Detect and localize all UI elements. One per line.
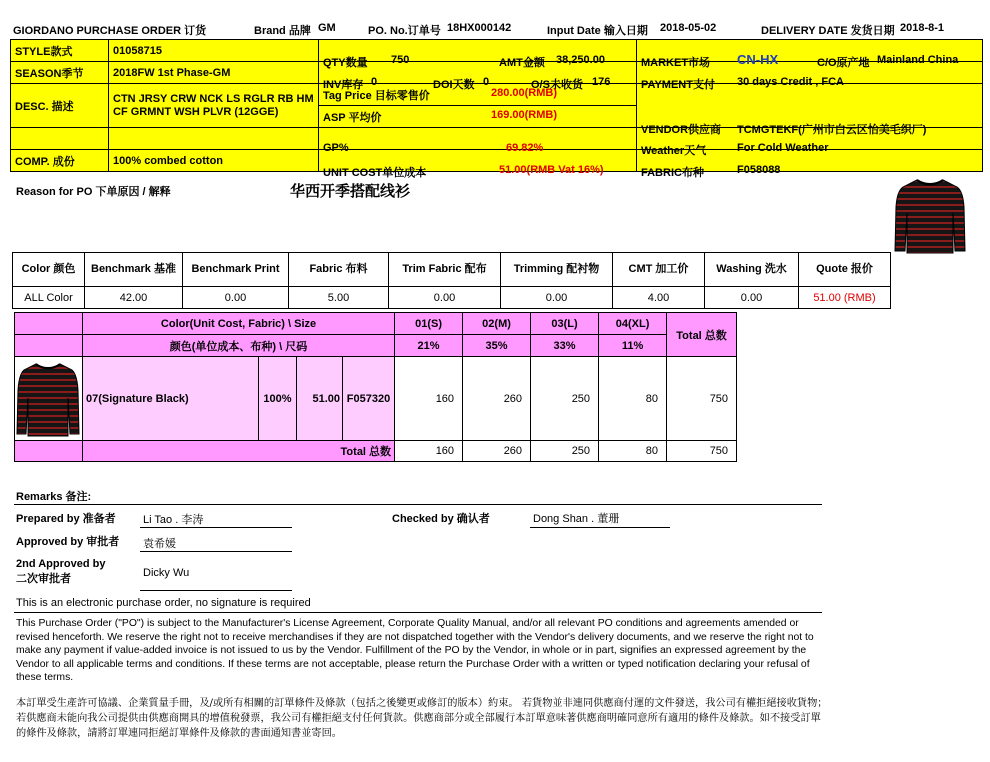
inv-label: INV库存 [323,78,364,91]
payment-label: PAYMENT支付 [641,78,715,91]
vendor-label: VENDOR供应商 [641,123,722,136]
origin-label: C/O原产地 [817,56,870,69]
tag-price-value: 280.00(RMB) [491,87,558,99]
po-info-grid [10,39,983,179]
electronic-note: This is an electronic purchase order, no signature is required [16,597,311,609]
row-fabric: F057320 [343,357,395,441]
comp-label: COMP. 成份 [11,150,109,172]
cost-value-trimming: 0.00 [501,287,613,309]
cost-header-benchmark: Benchmark 基准 [85,253,183,287]
cost-header-quote: Quote 报价 [799,253,891,287]
row-qty-l: 250 [531,357,599,441]
size-header-en: Color(Unit Cost, Fabric) \ Size [83,313,395,335]
checked-value: Dong Shan . 董珊 [533,513,620,525]
cost-value-trim-fabric: 0.00 [389,287,501,309]
brand-label: Brand 品牌 [254,25,311,37]
approved2-signature-line [140,590,292,591]
row-qty-xl: 80 [599,357,667,441]
row-percent: 100% [259,357,297,441]
brand-value: GM [318,22,336,34]
tag-price-label: Tag Price 目标零售价 [323,90,430,102]
style-value: 01058715 [109,40,319,62]
market-label: MARKET市场 [641,56,711,69]
unit-cost-value: 51.00(RMB Vat 16%) [499,163,604,176]
table-row [15,357,737,441]
size-quantity-table [14,312,737,462]
size-ratio-m: 35% [463,335,531,357]
row-qty-s: 160 [395,357,463,441]
reason-label: Reason for PO 下单原因 / 解释 [16,186,171,198]
sweater-icon [893,177,967,255]
cost-header-color: Color 颜色 [13,253,85,287]
cost-value-color: ALL Color [13,287,85,309]
cost-header-benchmark-print: Benchmark Print [183,253,289,287]
product-image [893,177,967,255]
approved2-label-cn: 二次审批者 [16,573,71,585]
amt-value: 38,250.00 [556,53,605,66]
cost-value-benchmark: 42.00 [85,287,183,309]
prepared-signature-line [140,527,292,528]
footer-qty-total: 750 [667,441,737,462]
style-label: STYLE款式 [11,40,109,62]
sweater-icon [15,358,81,440]
color-swatch-image [15,357,83,441]
gp-value: 69.82% [506,141,544,154]
cost-value-fabric: 5.00 [289,287,389,309]
desc-value: CTN JRSY CRW NCK LS RGLR RB HM CF GRMNT WSH PLVR (12GGE) [109,84,319,128]
cost-header-cmt: CMT 加工价 [613,253,705,287]
delivery-date-value: 2018-8-1 [900,22,945,34]
os-value: 176 [592,75,611,88]
size-header-total: Total 总数 [667,313,737,357]
qty-value: 750 [391,53,410,66]
approved-signature-line [140,551,292,552]
footer-total-label: Total 总数 [83,441,395,462]
fabric-label: FABRIC布种 [641,166,704,179]
cost-value-cmt: 4.00 [613,287,705,309]
checked-signature-line [530,527,670,528]
po-header [10,20,985,38]
size-header-cn: 颜色(单位成本、布种) \ 尺码 [83,335,395,357]
desc-label: DESC. 描述 [11,84,109,128]
comp-value: 100% combed cotton [109,150,319,172]
os-label: O/S未收货 [531,78,583,91]
asp-label: ASP 平均价 [323,112,382,124]
payment-value: 30 days Credit , FCA [737,75,844,88]
approved-value: 袁希媛 [143,538,176,550]
footer-qty-l: 250 [531,441,599,462]
size-header-m: 02(M) [463,313,531,335]
weather-label: Weather天气 [641,144,707,157]
qty-label: QTY数量 [323,56,368,69]
footer-qty-s: 160 [395,441,463,462]
asp-value: 169.00(RMB) [491,109,558,121]
po-number-value: 18HX000142 [447,22,512,34]
amt-label: AMT金额 [499,56,545,69]
unit-cost-label: UNIT COST单位成本 [323,166,427,179]
footer-qty-m: 260 [463,441,531,462]
cost-header-fabric: Fabric 布料 [289,253,389,287]
size-ratio-s: 21% [395,335,463,357]
input-date-label: Input Date 输入日期 [547,25,648,37]
size-ratio-xl: 11% [599,335,667,357]
approved2-value: Dicky Wu [143,567,190,579]
weather-value: For Cold Weather [737,141,829,154]
prepared-value: Li Tao . 李涛 [143,514,204,526]
origin-value: Mainland China [877,53,959,66]
size-ratio-l: 33% [531,335,599,357]
size-header-xl: 04(XL) [599,313,667,335]
divider [14,504,822,505]
approved-label: Approved by 审批者 [16,536,120,548]
footer-qty-xl: 80 [599,441,667,462]
checked-label: Checked by 确认者 [392,513,490,525]
size-header-s: 01(S) [395,313,463,335]
terms-chinese: 本訂單受生產許可協議、企業質量手冊，及/或所有相關的訂單條件及條款（包括之後變更或修訂的版本）約束。 若貨物並非連同供應商付運的文件發送，我公司有權拒絕接收貨物；若供應商未能向我公司提供由供應商開具的增值稅發票，我公司有權拒絕支付任何貨款。供應商部分或全部履行本訂單意味著供應商明確同意所有適用的條件及條款。如不接受訂單的條件及條款，請將訂單連同拒絕訂單條件及條款的書面通知書並寄回。 [16,698,828,739]
doi-label: DOI天数 [433,78,475,91]
doi-value: 0 [483,75,490,88]
reason-value: 华西开季搭配线衫 [290,182,411,200]
row-qty-m: 260 [463,357,531,441]
inv-value: 0 [371,75,378,88]
row-qty-total: 750 [667,357,737,441]
approved2-label-en: 2nd Approved by [16,558,106,570]
cost-value-benchmark-print: 0.00 [183,287,289,309]
gp-label: GP% [323,141,349,154]
row-cost: 51.00 [297,357,343,441]
po-title: GIORDANO PURCHASE ORDER 订货 [13,25,207,37]
delivery-date-label: DELIVERY DATE 发货日期 [761,25,895,37]
season-value: 2018FW 1st Phase-GM [109,62,319,84]
cost-header-washing: Washing 洗水 [705,253,799,287]
market-value: CN-HX [737,51,779,67]
cost-header-trim-fabric: Trim Fabric 配布 [389,253,501,287]
terms-english: This Purchase Order ("PO") is subject to the Manufacturer's License Agreement, Corporate Quality Manual, and/or all relevant PO conditions and agreements amended or revised henceforth. We reserve the right not to receive merchandises if they are not dispatched together with the Vendor's delivery documents, and we reserve the right not to make any payment if value-added invoice is not issued to us by the Vendor. Fulfillment of the PO by the Vendor, in whole or in part, signifies an expressed agreement by the Vendor to all applicable terms and conditions. If these terms are not acceptable, please return the Purchase Order with a written or typed notification declaring your refusal of these terms. [16,618,814,684]
input-date-value: 2018-05-02 [660,22,717,34]
prepared-label: Prepared by 准备者 [16,513,116,525]
cost-value-washing: 0.00 [705,287,799,309]
vendor-value: TCMGTEKF(广州市白云区怡美毛织厂) [737,123,927,136]
row-color: 07(Signature Black) [83,357,259,441]
po-number-label: PO. No.订单号 [368,25,441,37]
cost-header-trimming: Trimming 配衬物 [501,253,613,287]
divider [14,612,822,613]
size-header-l: 03(L) [531,313,599,335]
fabric-value: F058088 [737,163,781,176]
cost-breakdown-table [12,252,891,309]
season-label: SEASON季节 [11,62,109,84]
remarks-label: Remarks 备注: [16,491,92,503]
cost-value-quote: 51.00 (RMB) [799,287,891,309]
